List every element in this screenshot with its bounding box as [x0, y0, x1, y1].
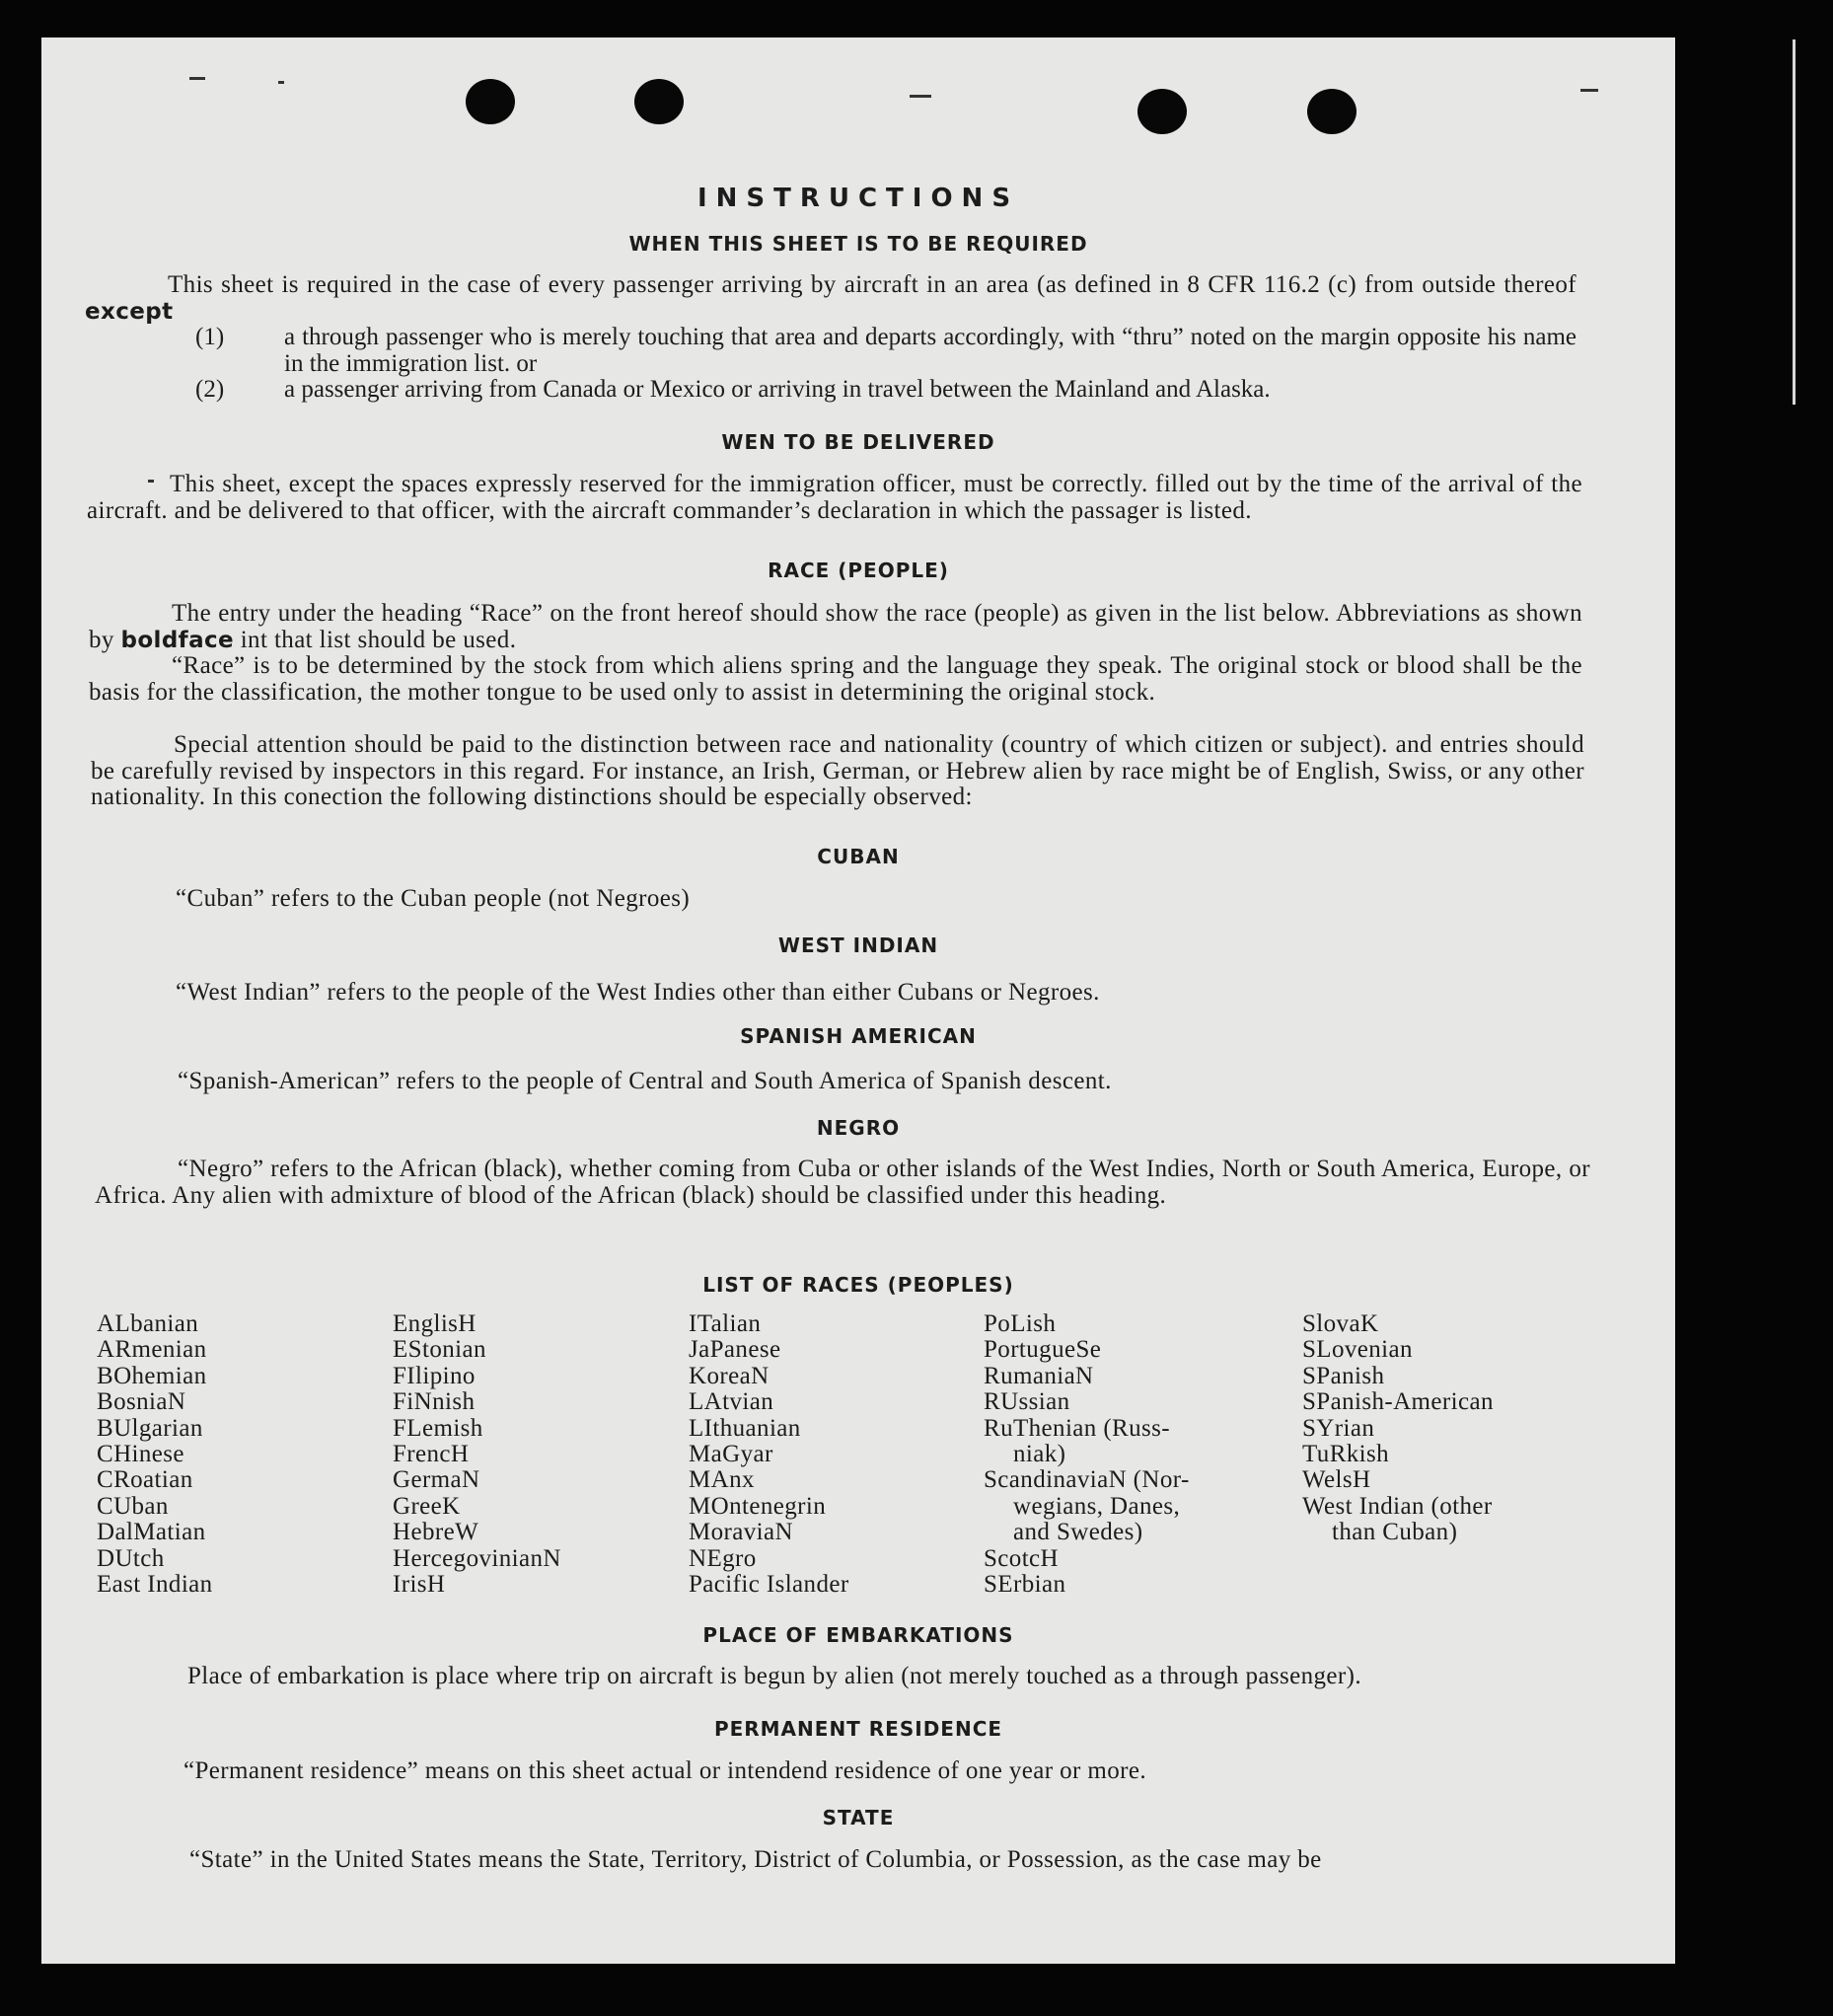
race-entry: WelsH	[1302, 1466, 1371, 1494]
race-entry-continued: niak)	[1013, 1441, 1066, 1468]
race-entry: IrisH	[393, 1571, 446, 1599]
race-entry: ALbanian	[97, 1310, 199, 1337]
race-entry: ITalian	[689, 1310, 762, 1337]
heading-when-required: WHEN THIS SHEET IS TO BE REQUIRED	[628, 232, 1088, 256]
race-entry: PoLish	[984, 1310, 1057, 1337]
scan-edge-line	[1793, 39, 1796, 405]
races-column-1	[97, 1311, 213, 1598]
race-entry: DUtch	[97, 1544, 165, 1572]
race-entry: SLovenian	[1302, 1336, 1413, 1364]
document-sheet	[41, 37, 1675, 1964]
race-entry-continued: than Cuban)	[1332, 1519, 1458, 1546]
race-entry: CRoatian	[97, 1466, 193, 1494]
race-entry-continued: and Swedes)	[1013, 1519, 1143, 1546]
heading-race: RACE (PEOPLE)	[768, 559, 949, 582]
race-entry-continued: wegians, Danes,	[1013, 1492, 1181, 1520]
race-entry: LAtvian	[689, 1388, 774, 1416]
race-entry: FrencH	[393, 1441, 470, 1468]
heading-cuban: CUBAN	[817, 845, 900, 868]
races-column-3	[689, 1311, 849, 1598]
permanent-residence-text: “Permanent residence” means on this sheet actual or intendend residence of one year or more.	[183, 1757, 1146, 1784]
state-text: “State” in the United States means the State, Territory, District of Columbia, or Possession, as the case may be	[189, 1846, 1322, 1873]
race-paragraph-3: Special attention should be paid to the distinction between race and nationality (country of which citizen or subject). and entries should be carefully revised by inspectors in this regard. For instance, an Irish, German, or Hebrew alien by race might be of English, Swiss, or any other nationality. In this conection the following distinctions should be especially observed:	[91, 731, 1584, 810]
heading-list-of-races: LIST OF RACES (PEOPLES)	[702, 1273, 1014, 1297]
races-column-5	[1302, 1311, 1494, 1546]
race-entry: LIthuanian	[689, 1414, 801, 1442]
race-entry: BOhemian	[97, 1362, 207, 1389]
race-entry: Pacific Islander	[689, 1571, 849, 1599]
heading-embarkation: PLACE OF EMBARKATIONS	[702, 1623, 1014, 1647]
race-paragraph-1	[89, 601, 1582, 653]
heading-permanent-residence: PERMANENT RESIDENCE	[713, 1717, 1003, 1741]
negro-text: “Negro” refers to the African (black), whether coming from Cuba or other islands of the West Indies, North or South America, Europe, or Africa. Any alien with admixture of blood of the African (black) should be classified under this heading.	[95, 1156, 1590, 1209]
race-entry: PortugueSe	[984, 1336, 1102, 1364]
races-column-2	[393, 1311, 561, 1598]
race-entry: BUlgarian	[97, 1414, 203, 1442]
race-entry: FiNnish	[393, 1388, 476, 1416]
race-entry: FIlipino	[393, 1362, 476, 1389]
race-entry: FLemish	[393, 1414, 483, 1442]
list-item	[195, 376, 1576, 404]
race-entry: NEgro	[689, 1544, 757, 1572]
race-p1-text: The entry under the heading “Race” on the front hereof should show the race (people) as given in the list below. Abbreviations as shown by	[89, 600, 1582, 653]
race-entry: RumaniaN	[984, 1362, 1094, 1389]
race-entry: HercegovinianN	[393, 1544, 561, 1572]
race-p1-bold: boldface	[120, 627, 235, 653]
instructions-content	[41, 37, 1675, 1964]
race-entry: HebreW	[393, 1519, 479, 1546]
race-entry: EStonian	[393, 1336, 486, 1364]
race-entry: TuRkish	[1302, 1441, 1390, 1468]
heading-state: STATE	[822, 1806, 895, 1829]
spanish-american-text: “Spanish-American” refers to the people of Central and South America of Spanish descent.	[178, 1068, 1112, 1094]
race-entry: MoraviaN	[689, 1519, 793, 1546]
race-entry: ScotcH	[984, 1544, 1059, 1572]
race-entry: SPanish	[1302, 1362, 1385, 1389]
when-delivered-text: This sheet, except the spaces expressly reserved for the immigration officer, must be correctly. filled out by the time of the arrival of the aircraft. and be delivered to that officer, with the aircraft commander’s declaration in which the passager is listed.	[87, 471, 1582, 524]
race-entry: West Indian (other	[1302, 1492, 1493, 1520]
race-entry: MaGyar	[689, 1441, 773, 1468]
race-entry: CUban	[97, 1492, 169, 1520]
races-list	[97, 1311, 1616, 1607]
race-entry: CHinese	[97, 1441, 184, 1468]
races-column-4	[984, 1311, 1190, 1598]
race-entry: SPanish-American	[1302, 1388, 1494, 1416]
race-entry: JaPanese	[689, 1336, 781, 1364]
race-entry: RuThenian (Russ-	[984, 1414, 1171, 1442]
race-paragraph-2: “Race” is to be determined by the stock from which aliens spring and the language they speak. The original stock or blood shall be the basis for the classification, the mother tongue to be used only to assist in determining the original stock.	[89, 652, 1582, 706]
race-p1-text-end: int that list should be used.	[240, 626, 517, 653]
item-number: (2)	[195, 376, 225, 403]
item-text: a passenger arriving from Canada or Mexico or arriving in travel between the Mainland and Alaska.	[284, 376, 1271, 403]
page-title: INSTRUCTIONS	[697, 184, 1020, 213]
race-entry: SYrian	[1302, 1414, 1375, 1442]
race-entry: East Indian	[97, 1571, 213, 1599]
race-entry: DalMatian	[97, 1519, 206, 1546]
race-entry: MOntenegrin	[689, 1492, 827, 1520]
heading-spanish-american: SPANISH AMERICAN	[740, 1024, 977, 1048]
item-text: a through passenger who is merely touching that area and departs accordingly, with “thru” noted on the margin opposite his name in the immigration list. or	[284, 324, 1576, 377]
race-entry: GermaN	[393, 1466, 480, 1494]
race-entry: SlovaK	[1302, 1310, 1379, 1337]
race-entry: MAnx	[689, 1466, 755, 1494]
west-indian-text: “West Indian” refers to the people of the West Indies other than either Cubans or Negroes.	[176, 979, 1100, 1006]
race-entry: KoreaN	[689, 1362, 770, 1389]
race-entry: EnglisH	[393, 1310, 477, 1337]
race-entry: ARmenian	[97, 1336, 207, 1364]
heading-negro: NEGRO	[816, 1116, 901, 1140]
heading-west-indian: WEST INDIAN	[777, 933, 939, 957]
race-entry: BosniaN	[97, 1388, 186, 1416]
embarkation-text: Place of embarkation is place where trip on aircraft is begun by alien (not merely touched as a through passenger).	[187, 1663, 1362, 1689]
heading-when-delivered: WEN TO BE DELIVERED	[721, 430, 995, 454]
intro-bold: except	[85, 298, 174, 325]
race-entry: GreeK	[393, 1492, 461, 1520]
intro-text: This sheet is required in the case of every passenger arriving by aircraft in an area (as defined in 8 CFR 116.2 (c) from outside thereof	[168, 271, 1576, 298]
item-number: (1)	[195, 324, 225, 350]
race-entry: RUssian	[984, 1388, 1070, 1416]
list-item	[195, 324, 1576, 377]
cuban-text: “Cuban” refers to the Cuban people (not Negroes)	[176, 885, 691, 912]
race-entry: SErbian	[984, 1571, 1066, 1599]
when-required-intro	[85, 272, 1576, 325]
race-entry: ScandinaviaN (Nor-	[984, 1466, 1190, 1494]
